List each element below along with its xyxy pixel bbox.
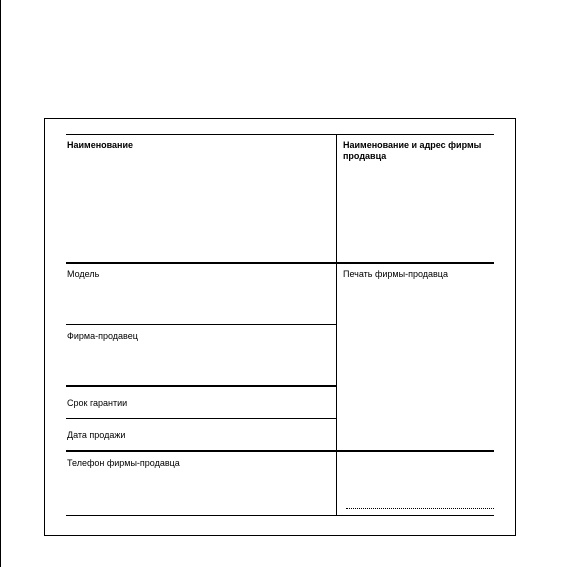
warranty-card bbox=[44, 118, 516, 536]
warranty-period-label: Срок гарантии bbox=[67, 398, 128, 408]
model-label: Модель bbox=[67, 269, 100, 279]
seller-phone-label: Телефон фирмы-продавца bbox=[67, 458, 180, 468]
rule-after-seller-firm bbox=[66, 385, 336, 387]
seller-name-address-label: Наименование и адрес фирмы продавца bbox=[343, 140, 482, 161]
rule-top bbox=[66, 134, 494, 135]
rule-after-header bbox=[66, 262, 494, 264]
rule-bottom bbox=[66, 515, 494, 516]
rule-after-sale-date bbox=[66, 450, 494, 452]
column-divider bbox=[336, 134, 337, 516]
rule-after-warranty bbox=[66, 418, 336, 419]
name-label: Наименование bbox=[67, 140, 134, 150]
rule-after-model bbox=[66, 324, 336, 325]
seller-stamp-label: Печать фирмы-продавца bbox=[343, 269, 448, 279]
page-left-edge bbox=[0, 0, 1, 567]
signature-dotted-line bbox=[346, 508, 494, 509]
sale-date-label: Дата продажи bbox=[67, 430, 126, 440]
seller-firm-label: Фирма-продавец bbox=[67, 331, 138, 341]
